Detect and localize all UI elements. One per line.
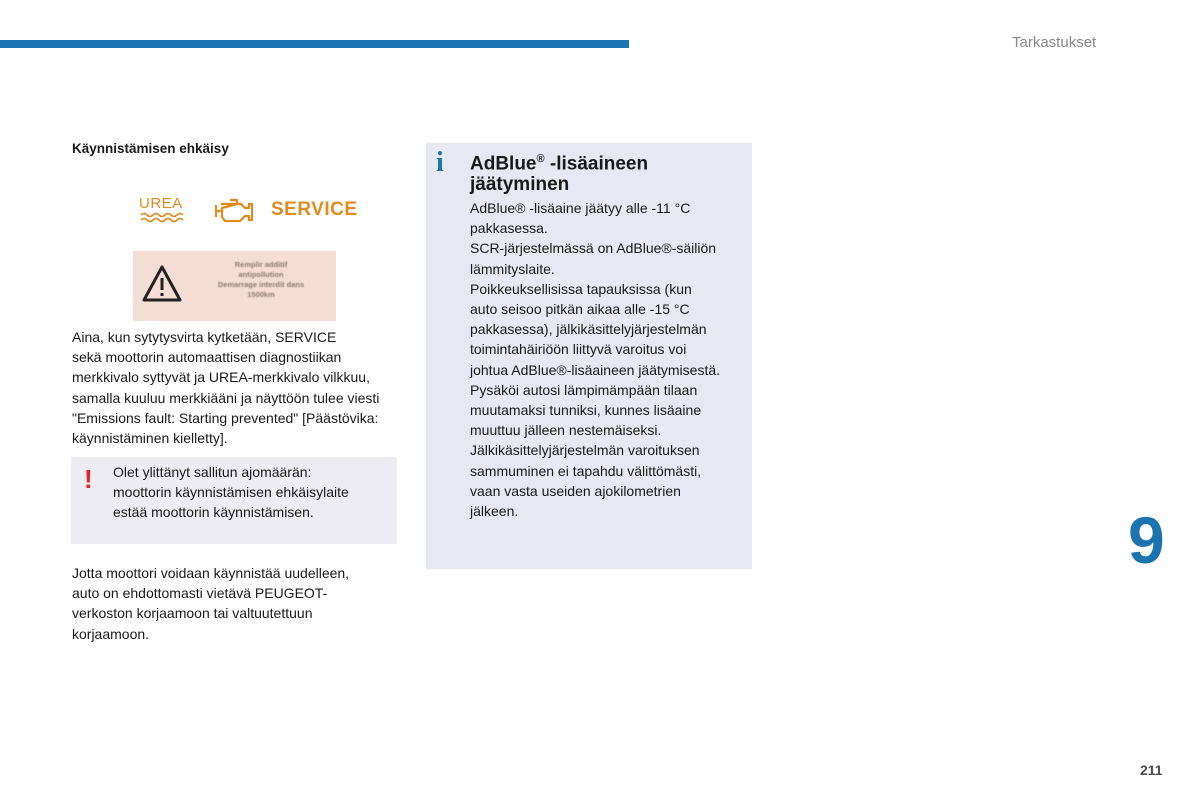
section-heading: Käynnistämisen ehkäisy <box>72 141 229 156</box>
warning-lights-row <box>139 195 358 227</box>
urea-label: UREA <box>139 195 183 212</box>
warning-text: Olet ylittänyt sallitun ajomäärän: moottorin käynnistämisen ehkäisylaite estää moottorin käynnistämisen. <box>113 464 349 521</box>
restart-paragraph: Jotta moottori voidaan käynnistää uudelleen, auto on ehdottomasti vietävä PEUGEOT- verkoston korjaamoon tai valtuutettuun korjaamoon. <box>72 565 350 642</box>
info-title-brand: AdBlue <box>470 153 537 175</box>
urea-wave-icon <box>139 195 185 225</box>
service-warning-label: SERVICE <box>271 199 358 220</box>
dashboard-message-text: Remplir additif antipollution Demarrage interdit dans 1500km <box>217 260 305 299</box>
registered-mark: ® <box>536 153 545 165</box>
warning-triangle-icon <box>141 264 183 304</box>
info-box <box>426 143 752 569</box>
page-number: 211 <box>1140 762 1163 778</box>
exclamation-icon: ! <box>84 464 93 494</box>
chapter-title: Tarkastukset <box>1012 34 1097 51</box>
header-accent-bar <box>0 40 629 48</box>
warning-box <box>71 457 397 544</box>
info-title <box>470 149 730 195</box>
dashboard-message-image <box>133 251 336 321</box>
urea-warning-icon <box>139 195 185 225</box>
info-icon: i <box>436 147 444 178</box>
description-paragraph: Aina, kun sytytysvirta kytketään, SERVICE sekä moottorin automaattisen diagnostiikan merkkivalo syttyvät ja UREA-merkkivalo vilkkuu, samalla kuuluu merkkiääni ja näyttöön tulee viesti "Emissions fault: Starting prevented" [Päästövika: käynnistäminen kielletty]. <box>72 329 380 447</box>
info-text: AdBlue® -lisäaine jäätyy alle -11 °C pakkasessa. SCR-järjestelmässä on AdBlue®-säiliön lämmityslaite. Poikkeuksellisissa tapauksissa (kun auto seisoo pitkän aikaa alle -15 °C pakkasessa), jälkikäsittelyjärjestelmän toimintahäiriöön liittyvä varoitus voi johtua AdBlue®-lisäaineen jäätymisestä. Pysäköi autosi lämpimämpään tilaan muutamaksi tunniksi, kunnes lisäaine muuttuu jälleen nestemäiseksi. Jälkikäsittelyjärjestelmän varoituksen sammuminen ei tapahdu välittömästi, vaan vasta useiden ajokilometrien jälkeen. <box>470 200 721 520</box>
chapter-number: 9 <box>1128 503 1165 577</box>
info-title-rest: -lisäaineen jäätyminen <box>470 153 649 196</box>
engine-warning-icon <box>213 195 255 227</box>
